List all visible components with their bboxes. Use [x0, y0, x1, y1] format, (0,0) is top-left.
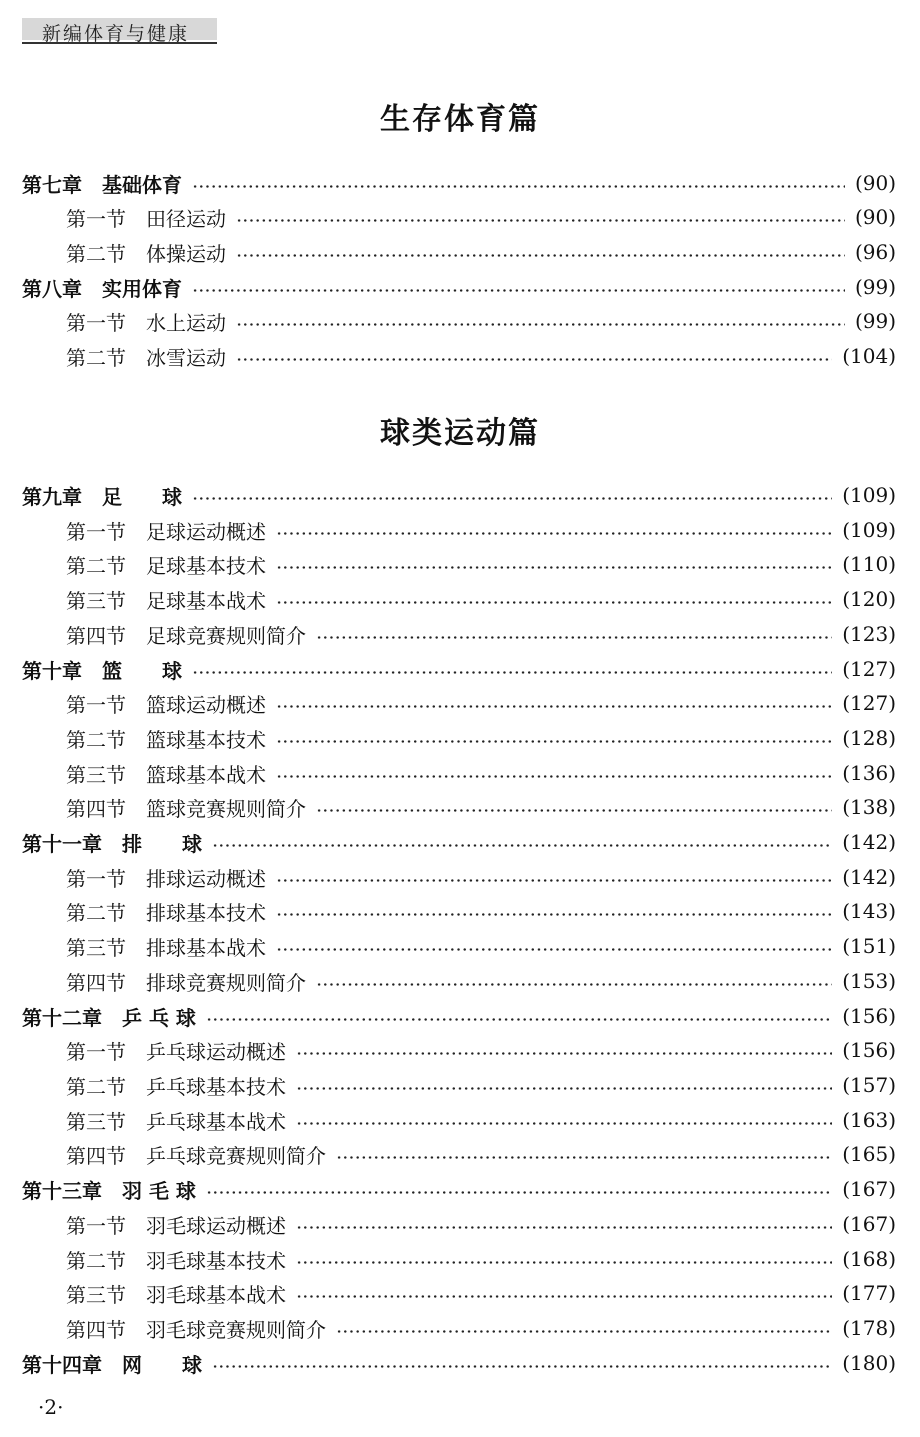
part-title-survival-sports: 生存体育篇 — [380, 102, 540, 137]
toc-section[interactable] — [66, 1313, 896, 1343]
toc-label: 第十二章 乒 乓 球 — [22, 1005, 196, 1030]
dot-leader — [296, 1226, 832, 1229]
toc-page-number: (163) — [842, 1108, 896, 1132]
toc-label: 第三节 乒乓球基本战术 — [66, 1109, 286, 1134]
toc-page-number: (138) — [842, 795, 896, 819]
dot-leader — [296, 1052, 832, 1055]
dot-leader — [276, 913, 832, 916]
toc-page-number: (142) — [842, 865, 896, 889]
toc-page-number: (136) — [842, 761, 896, 785]
toc-section[interactable] — [66, 549, 896, 579]
toc-page-number: (104) — [842, 344, 896, 368]
toc-page-number: (156) — [842, 1038, 896, 1062]
toc-label: 第四节 羽毛球竞赛规则简介 — [66, 1317, 326, 1342]
page-folio: ·2· — [38, 1395, 64, 1419]
running-head — [22, 18, 217, 44]
toc-section[interactable] — [66, 1209, 896, 1239]
toc-section[interactable] — [66, 306, 896, 336]
toc-label: 第四节 足球竞赛规则简介 — [66, 623, 306, 648]
toc-page-number: (109) — [842, 483, 896, 507]
toc-page-number: (142) — [842, 830, 896, 854]
toc-label: 第三节 篮球基本战术 — [66, 762, 266, 787]
toc-section[interactable] — [66, 515, 896, 545]
dot-leader — [276, 601, 832, 604]
toc-page-number: (157) — [842, 1073, 896, 1097]
toc-section[interactable] — [66, 1244, 896, 1274]
dot-leader — [236, 323, 845, 326]
toc-page-number: (168) — [842, 1247, 896, 1271]
toc-label: 第二节 冰雪运动 — [66, 345, 226, 370]
toc-chapter-12[interactable] — [22, 1001, 896, 1031]
toc-page-number: (156) — [842, 1004, 896, 1028]
toc-label: 第三节 排球基本战术 — [66, 935, 266, 960]
toc-chapter-13[interactable] — [22, 1174, 896, 1204]
toc-section[interactable] — [66, 1035, 896, 1065]
dot-leader — [212, 844, 832, 847]
toc-section[interactable] — [66, 584, 896, 614]
toc-section[interactable] — [66, 931, 896, 961]
dot-leader — [296, 1087, 832, 1090]
toc-label: 第二节 羽毛球基本技术 — [66, 1248, 286, 1273]
dot-leader — [316, 636, 832, 639]
toc-chapter-10[interactable] — [22, 654, 896, 684]
toc-chapter-11[interactable] — [22, 827, 896, 857]
toc-label: 第一节 羽毛球运动概述 — [66, 1213, 286, 1238]
toc-page-number: (90) — [854, 171, 896, 195]
toc-section[interactable] — [66, 619, 896, 649]
toc-page-number: (128) — [842, 726, 896, 750]
dot-leader — [296, 1261, 832, 1264]
toc-label: 第一节 篮球运动概述 — [66, 692, 266, 717]
toc-label: 第二节 篮球基本技术 — [66, 727, 266, 752]
toc-section[interactable] — [66, 966, 896, 996]
toc-chapter-7[interactable] — [22, 168, 896, 198]
running-head-text: 新编体育与健康 — [42, 23, 190, 45]
dot-leader — [276, 740, 832, 743]
toc-page-number: (167) — [842, 1177, 896, 1201]
dot-leader — [192, 497, 832, 500]
toc-label: 第二节 足球基本技术 — [66, 553, 266, 578]
dot-leader — [276, 532, 832, 535]
toc-page-number: (143) — [842, 899, 896, 923]
dot-leader — [276, 948, 832, 951]
toc-label: 第八章 实用体育 — [22, 276, 182, 301]
dot-leader — [236, 254, 845, 257]
toc-section[interactable] — [66, 792, 896, 822]
toc-section[interactable] — [66, 202, 896, 232]
toc-label: 第三节 羽毛球基本战术 — [66, 1282, 286, 1307]
toc-page-number: (127) — [842, 691, 896, 715]
toc-section[interactable] — [66, 688, 896, 718]
toc-section[interactable] — [66, 1139, 896, 1169]
dot-leader — [276, 566, 832, 569]
toc-section[interactable] — [66, 723, 896, 753]
dot-leader — [236, 358, 832, 361]
dot-leader — [206, 1191, 832, 1194]
toc-page-number: (123) — [842, 622, 896, 646]
toc-label: 第一节 乒乓球运动概述 — [66, 1039, 286, 1064]
dot-leader — [296, 1295, 832, 1298]
dot-leader — [206, 1018, 832, 1021]
toc-page-number: (109) — [842, 518, 896, 542]
toc-section[interactable] — [66, 862, 896, 892]
toc-label: 第一节 水上运动 — [66, 310, 226, 335]
dot-leader — [336, 1330, 832, 1333]
dot-leader — [276, 879, 832, 882]
part-title-ball-sports: 球类运动篇 — [380, 416, 540, 451]
toc-label: 第二节 排球基本技术 — [66, 900, 266, 925]
toc-label: 第二节 体操运动 — [66, 241, 226, 266]
toc-page-number: (151) — [842, 934, 896, 958]
toc-label: 第十章 篮 球 — [22, 658, 182, 683]
toc-page-number: (180) — [842, 1351, 896, 1375]
toc-page-number: (165) — [842, 1142, 896, 1166]
dot-leader — [212, 1365, 832, 1368]
toc-page-number: (110) — [842, 552, 896, 576]
toc-section[interactable] — [66, 1105, 896, 1135]
toc-page-number: (178) — [842, 1316, 896, 1340]
dot-leader — [192, 671, 832, 674]
toc-section[interactable] — [66, 1278, 896, 1308]
toc-label: 第七章 基础体育 — [22, 172, 182, 197]
toc-page-number: (90) — [854, 205, 896, 229]
toc-label: 第十三章 羽 毛 球 — [22, 1178, 196, 1203]
toc-chapter-9[interactable] — [22, 480, 896, 510]
toc-page-number: (153) — [842, 969, 896, 993]
dot-leader — [276, 775, 832, 778]
toc-section[interactable] — [66, 758, 896, 788]
toc-page-number: (167) — [842, 1212, 896, 1236]
dot-leader — [316, 983, 832, 986]
dot-leader — [192, 289, 845, 292]
toc-label: 第四节 排球竞赛规则简介 — [66, 970, 306, 995]
dot-leader — [336, 1156, 832, 1159]
toc-label: 第一节 足球运动概述 — [66, 519, 266, 544]
toc-section[interactable] — [66, 237, 896, 267]
dot-leader — [296, 1122, 832, 1125]
toc-page-number: (120) — [842, 587, 896, 611]
dot-leader — [236, 219, 845, 222]
toc-label: 第一节 田径运动 — [66, 206, 226, 231]
toc-label: 第十一章 排 球 — [22, 831, 202, 856]
toc-label: 第四节 篮球竞赛规则简介 — [66, 796, 306, 821]
toc-page-number: (127) — [842, 657, 896, 681]
toc-label: 第四节 乒乓球竞赛规则简介 — [66, 1143, 326, 1168]
toc-page-number: (99) — [854, 309, 896, 333]
dot-leader — [316, 809, 832, 812]
toc-section[interactable] — [66, 896, 896, 926]
toc-page-number: (96) — [854, 240, 896, 264]
toc-label: 第九章 足 球 — [22, 484, 182, 509]
toc-section[interactable] — [66, 1070, 896, 1100]
dot-leader — [276, 705, 832, 708]
toc-label: 第二节 乒乓球基本技术 — [66, 1074, 286, 1099]
toc-label: 第一节 排球运动概述 — [66, 866, 266, 891]
toc-section[interactable] — [66, 341, 896, 371]
dot-leader — [192, 185, 845, 188]
toc-page-number: (99) — [854, 275, 896, 299]
toc-label: 第十四章 网 球 — [22, 1352, 202, 1377]
toc-page-number: (177) — [842, 1281, 896, 1305]
toc-label: 第三节 足球基本战术 — [66, 588, 266, 613]
toc-chapter-14[interactable] — [22, 1348, 896, 1378]
toc-chapter-8[interactable] — [22, 272, 896, 302]
